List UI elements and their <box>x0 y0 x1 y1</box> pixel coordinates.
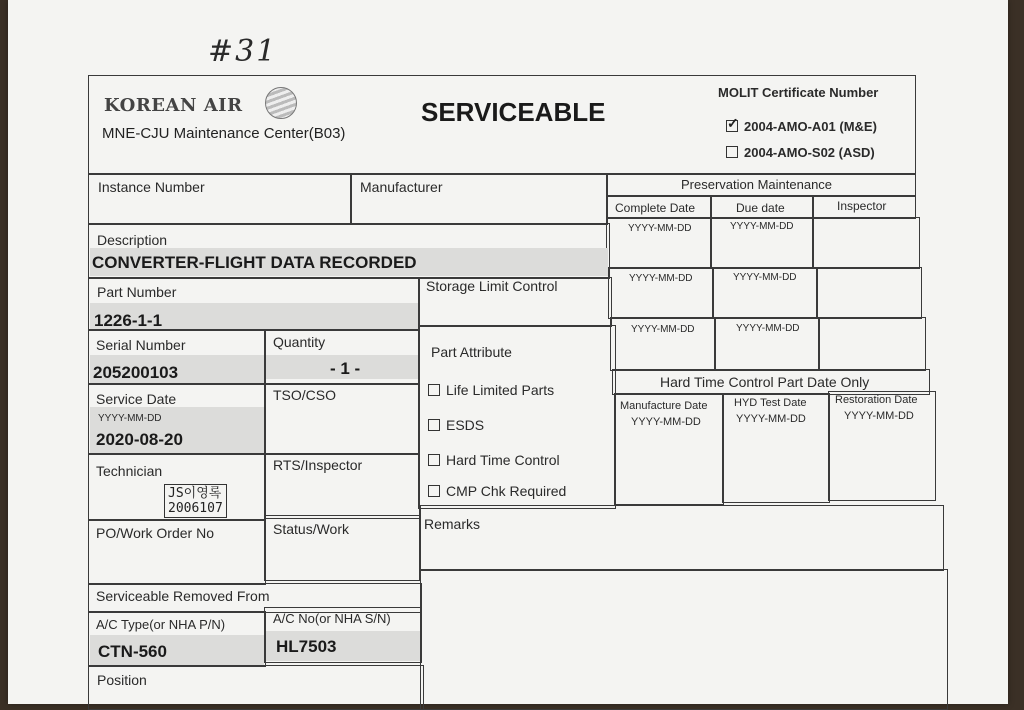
preservation-row-1-c3[interactable] <box>812 217 920 269</box>
certificate-label: MOLIT Certificate Number <box>718 85 879 100</box>
preservation-row-2-c1-text: YYYY-MM-DD <box>629 273 693 284</box>
attr-life-limited[interactable] <box>428 382 554 398</box>
remarks-label: Remarks <box>424 516 481 532</box>
serial-number-label: Serial Number <box>96 337 186 353</box>
attr-hard-time-label: Hard Time Control <box>446 452 560 468</box>
hard-time-title: Hard Time Control Part Date Only <box>660 374 870 390</box>
status-label: Status/Work <box>273 521 349 537</box>
preservation-title: Preservation Maintenance <box>681 177 833 192</box>
part-number-value: 1226-1-1 <box>94 311 163 330</box>
serviceable-form <box>88 75 948 710</box>
korean-air-logo: KOREAN AIR <box>104 95 243 116</box>
part-number-label: Part Number <box>97 284 177 300</box>
preservation-row-3-c2-text: YYYY-MM-DD <box>736 323 800 334</box>
po-label: PO/Work Order No <box>96 525 214 541</box>
service-date-format: YYYY-MM-DD <box>98 413 162 424</box>
hard-time-col-2-label: HYD Test Date <box>734 397 807 409</box>
preservation-row-3-c1-text: YYYY-MM-DD <box>631 324 695 335</box>
attr-cmp-chk[interactable] <box>428 483 566 499</box>
quantity-value: - 1 - <box>330 359 361 378</box>
preservation-row-3-c3[interactable] <box>818 317 926 371</box>
position-label: Position <box>97 672 147 688</box>
removed-from-label: Serviceable Removed From <box>96 588 270 604</box>
ac-type-value: CTN-560 <box>98 642 167 661</box>
attr-esds[interactable] <box>428 417 484 433</box>
attr-cmp-chk-label: CMP Chk Required <box>446 483 567 499</box>
center-name: MNE-CJU Maintenance Center(B03) <box>102 125 346 142</box>
hard-time-col-1-label: Manufacture Date <box>620 400 708 412</box>
ac-type-label: A/C Type(or NHA P/N) <box>96 617 226 632</box>
service-date-value: 2020-08-20 <box>96 430 183 449</box>
attr-life-limited-label: Life Limited Parts <box>446 382 555 398</box>
hard-time-col-1-text: YYYY-MM-DD <box>631 416 701 428</box>
checkbox-checked-icon[interactable] <box>726 120 738 132</box>
certificate-option-2-label: 2004-AMO-S02 (ASD) <box>744 145 875 160</box>
serviceable-tag-paper <box>8 0 1008 704</box>
checkbox-icon[interactable] <box>428 485 440 497</box>
preservation-row-1-c1-text: YYYY-MM-DD <box>628 223 692 234</box>
hard-time-col-3[interactable] <box>828 391 936 501</box>
storage-limit-label: Storage Limit Control <box>426 278 558 294</box>
checkbox-icon[interactable] <box>726 146 738 158</box>
hard-time-col-2-text: YYYY-MM-DD <box>736 413 806 425</box>
remarks-cell[interactable] <box>420 505 944 571</box>
preservation-row-1-c2-text: YYYY-MM-DD <box>730 221 794 232</box>
serial-number-value: 205200103 <box>93 363 179 382</box>
technician-stamp-line1: JS이영록 <box>168 486 222 501</box>
preservation-row-2-c2-text: YYYY-MM-DD <box>733 272 797 283</box>
quantity-label: Quantity <box>273 334 326 350</box>
ac-no-label: A/C No(or NHA S/N) <box>273 611 391 626</box>
service-date-label: Service Date <box>96 391 177 407</box>
preservation-col-2-label: Due date <box>736 201 785 215</box>
attr-hard-time[interactable] <box>428 452 560 468</box>
technician-label: Technician <box>96 463 163 479</box>
hard-time-col-3-text: YYYY-MM-DD <box>844 410 914 422</box>
handwritten-number: #31 <box>208 34 278 69</box>
ac-no-value: HL7503 <box>276 637 337 656</box>
preservation-row-2-c3[interactable] <box>816 267 922 319</box>
certificate-option-1[interactable] <box>726 119 877 134</box>
tso-label: TSO/CSO <box>273 387 337 403</box>
certificate-option-1-label: 2004-AMO-A01 (M&E) <box>744 119 877 134</box>
korean-air-emblem-icon <box>265 87 297 119</box>
rts-label: RTS/Inspector <box>273 457 363 473</box>
technician-stamp <box>164 484 227 518</box>
instance-number-label: Instance Number <box>98 179 205 195</box>
preservation-col-3-label: Inspector <box>837 199 887 213</box>
technician-stamp-line2: 2006107 <box>168 501 223 516</box>
manufacturer-label: Manufacturer <box>360 179 443 195</box>
remarks-lower-box <box>420 569 948 710</box>
page-title: SERVICEABLE <box>421 97 606 127</box>
description-value: CONVERTER-FLIGHT DATA RECORDED <box>92 253 417 272</box>
preservation-col-1-label: Complete Date <box>615 201 696 215</box>
hard-time-col-3-label: Restoration Date <box>835 394 918 406</box>
checkbox-icon[interactable] <box>428 454 440 466</box>
attr-esds-label: ESDS <box>446 417 485 433</box>
checkbox-icon[interactable] <box>428 384 440 396</box>
certificate-option-2[interactable] <box>726 145 875 160</box>
hard-time-col-2[interactable] <box>722 393 830 503</box>
part-attribute-label: Part Attribute <box>431 344 512 360</box>
description-label: Description <box>97 232 168 248</box>
checkbox-icon[interactable] <box>428 419 440 431</box>
